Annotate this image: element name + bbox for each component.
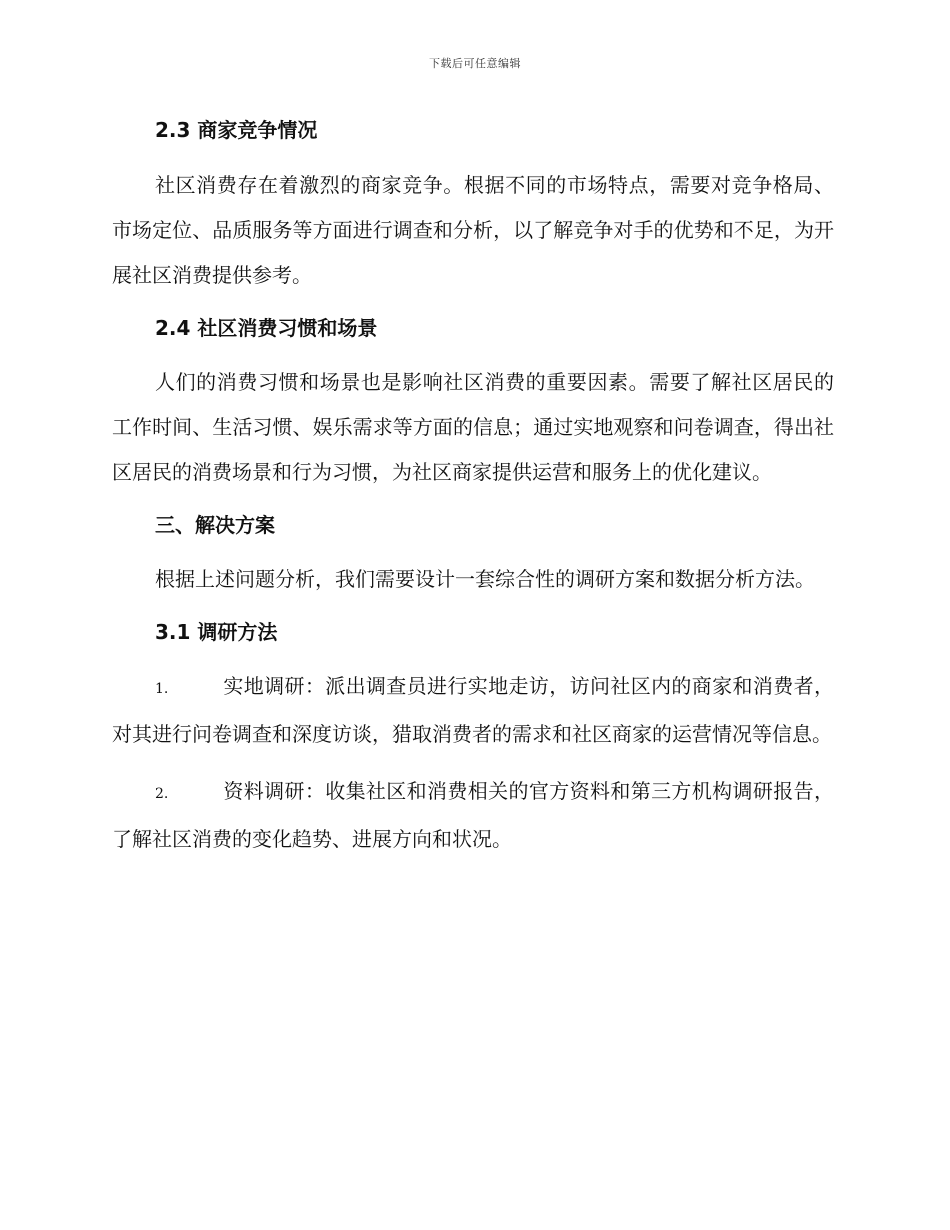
section-heading-3-1: 3.1 调研方法	[155, 620, 278, 644]
section-heading-3: 三、解决方案	[155, 513, 275, 537]
list-item-number: 1.	[155, 681, 169, 697]
list-item-number: 2.	[155, 786, 169, 802]
section-heading-2-3: 2.3 商家竞争情况	[155, 118, 318, 142]
page-header-note: 下载后可任意编辑	[429, 57, 521, 70]
list-item-text: 实地调研：派出调查员进行实地走访，访问社区内的商家和消费者，对其进行问卷调查和深度访谈，猎取消费者的需求和社区商家的运营情况等信息。	[112, 674, 834, 746]
document-body	[112, 112, 834, 862]
list-item-text: 资料调研：收集社区和消费相关的官方资料和第三方机构调研报告，了解社区消费的变化趋势、进展方向和状况。	[112, 779, 834, 851]
section-heading-2-4: 2.4 社区消费习惯和场景	[155, 316, 378, 340]
section-paragraph-2-4: 人们的消费习惯和场景也是影响社区消费的重要因素。需要了解社区居民的工作时间、生活习惯、娱乐需求等方面的信息；通过实地观察和问卷调查，得出社区居民的消费场景和行为习惯，为社区商家提供运营和服务上的优化建议。	[112, 370, 834, 484]
list-item	[112, 769, 834, 862]
section-paragraph-2-3: 社区消费存在着激烈的商家竞争。根据不同的市场特点，需要对竞争格局、市场定位、品质服务等方面进行调查和分析，以了解竞争对手的优势和不足，为开展社区消费提供参考。	[112, 173, 834, 287]
section-paragraph-3: 根据上述问题分析，我们需要设计一套综合性的调研方案和数据分析方法。	[155, 567, 815, 591]
list-item	[112, 664, 834, 757]
